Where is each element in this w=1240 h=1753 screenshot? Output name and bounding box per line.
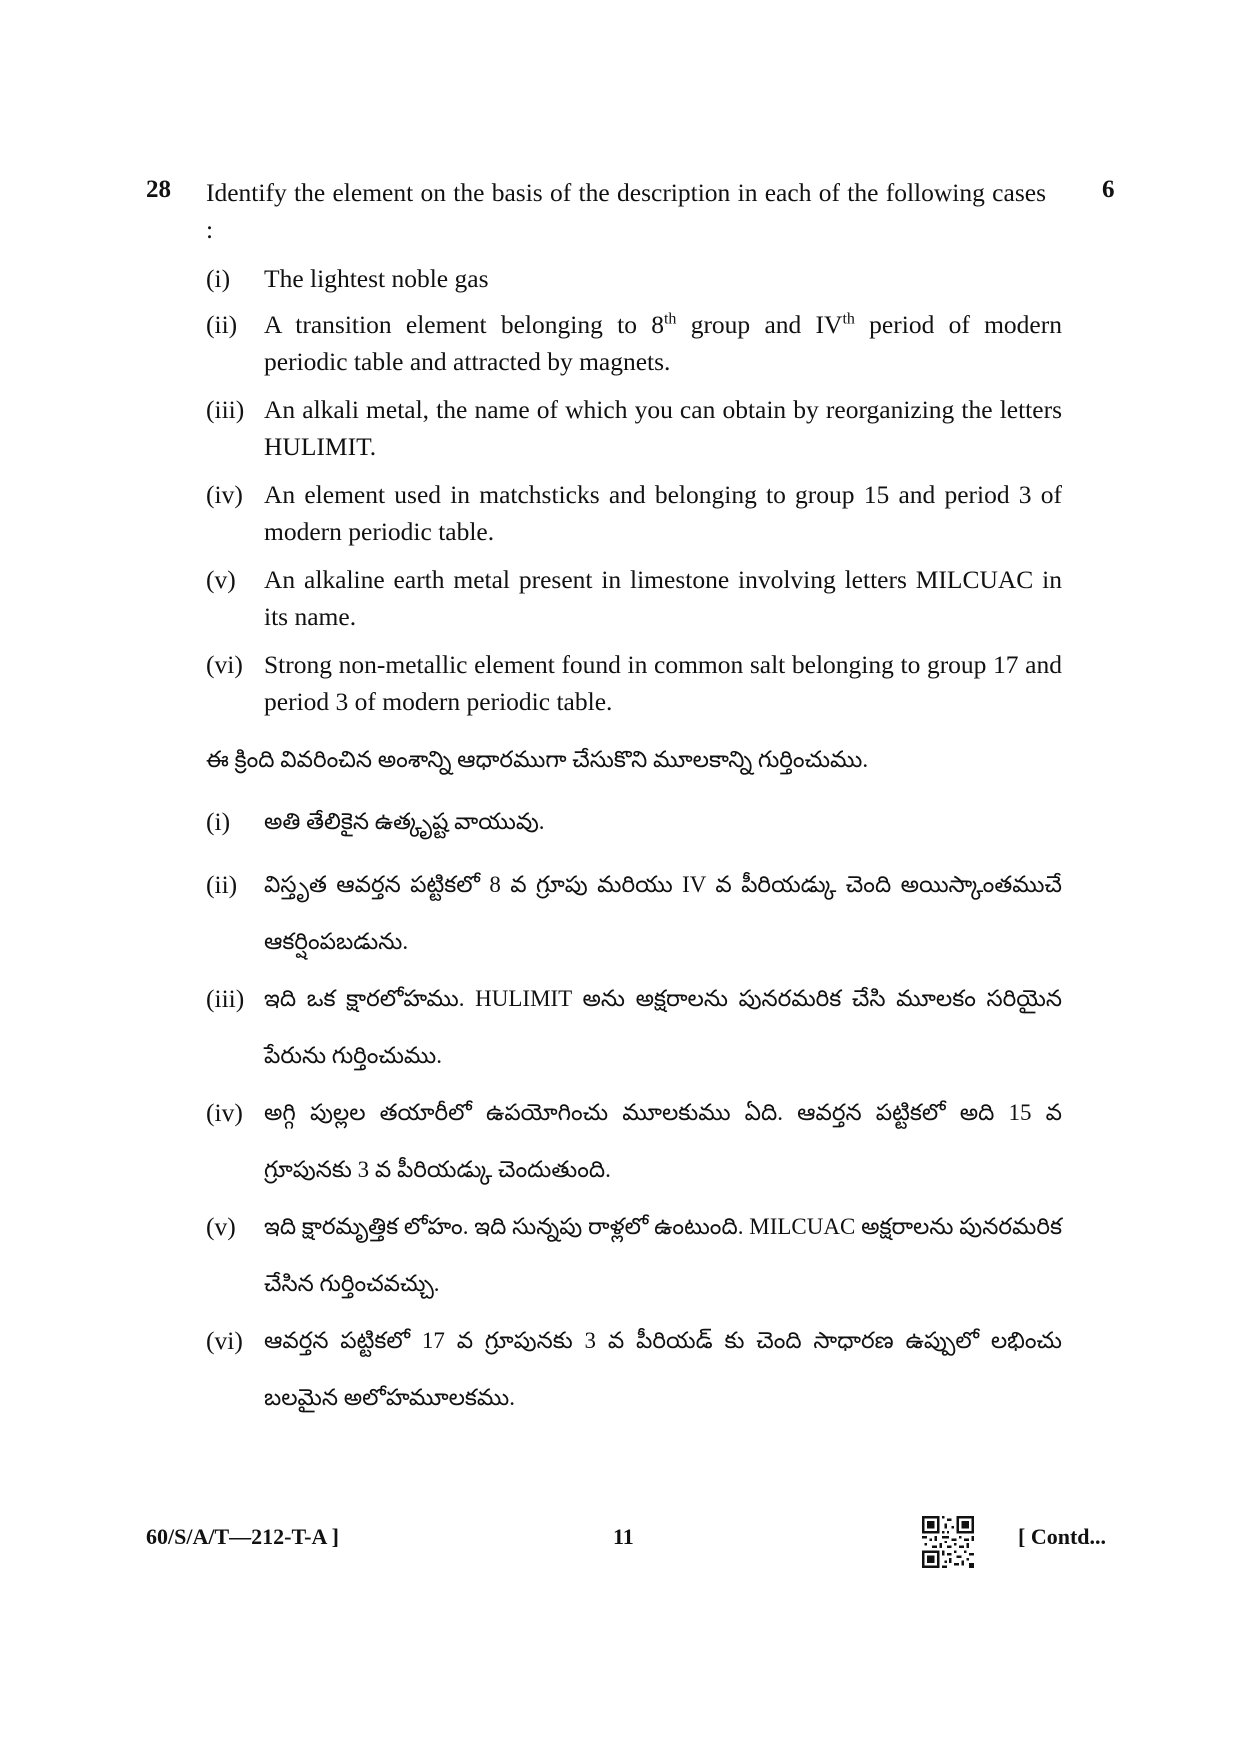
item-label: (vi) [206, 1326, 243, 1355]
item-text: అగ్గి పుల్లల తయారీలో ఉపయోగించు మూలకుము ఏది. ఆవర్తన పట్టికలో అది 15 వ గ్రూపునకు 3 వ పీరియడ్కు చెందుతుంది. [264, 1100, 1062, 1182]
item-label: (i) [206, 807, 231, 836]
item-label: (ii) [206, 310, 238, 339]
item-label: (iii) [206, 984, 245, 1013]
superscript: th [663, 310, 677, 328]
item-text [264, 306, 1062, 380]
item-label: (i) [206, 264, 231, 293]
item-text-part: group and IV [676, 310, 843, 339]
question-number: 28 [146, 176, 171, 203]
paper-code: 60/S/A/T—212-T-A ] [146, 1524, 339, 1549]
superscript: th [842, 310, 855, 328]
item-text: అతి తేలికైన ఉత్కృష్ట వాయువు. [264, 809, 545, 834]
item-text: Strong non-metallic element found in common salt belonging to group 17 and period 3 of modern periodic table. [264, 650, 1062, 716]
item-text: An alkali metal, the name of which you can obtain by reorganizing the letters HULIMIT. [264, 395, 1062, 461]
item-label: (iii) [206, 395, 245, 424]
question-stem: Identify the element on the basis of the description in each of the following cases : [206, 178, 1046, 244]
telugu-intro: ఈ క్రింది వివరించిన అంశాన్ని ఆధారముగా చేసుకొని మూలకాన్ని గుర్తించుము. [206, 747, 869, 772]
item-text-part: A transition element belonging to 8 [264, 310, 664, 339]
item-text: విస్తృత ఆవర్తన పట్టికలో 8 వ గ్రూపు మరియు IV వ పీరియడ్కు చెంది అయిస్కాంతముచే ఆకర్షింపబడును. [264, 872, 1062, 954]
question-marks: 6 [1102, 176, 1115, 203]
qr-code-icon [922, 1516, 974, 1568]
item-text: ఆవర్తన పట్టికలో 17 వ గ్రూపునకు 3 వ పీరియడ్ కు చెంది సాధారణ ఉప్పులో లభించు బలమైన అలోహమూలకము. [264, 1328, 1062, 1410]
item-text-part: period of modern periodic table and attracted by magnets. [264, 310, 1062, 376]
item-label: (iv) [206, 1098, 243, 1127]
item-label: (iv) [206, 480, 243, 509]
item-text: ఇది ఒక క్షారలోహము. HULIMIT అను అక్షరాలను పునరమరిక చేసి మూలకం సరియైన పేరును గుర్తించుము. [264, 986, 1062, 1068]
item-text: The lightest noble gas [264, 264, 489, 293]
item-text: An alkaline earth metal present in limestone involving letters MILCUAC in its name. [264, 565, 1062, 631]
item-label: (vi) [206, 650, 243, 679]
item-label: (ii) [206, 870, 238, 899]
page-number: 11 [613, 1524, 634, 1549]
item-label: (v) [206, 565, 236, 594]
item-label: (v) [206, 1212, 236, 1241]
item-text: ఇది క్షారమృత్తిక లోహం. ఇది సున్నపు రాళ్లలో ఉంటుంది. MILCUAC అక్షరాలను పునరమరిక చేసిన గుర్తించవచ్చు. [264, 1214, 1062, 1296]
item-text: An element used in matchsticks and belonging to group 15 and period 3 of modern periodic table. [264, 480, 1062, 546]
continued-marker: [ Contd... [1018, 1524, 1107, 1549]
